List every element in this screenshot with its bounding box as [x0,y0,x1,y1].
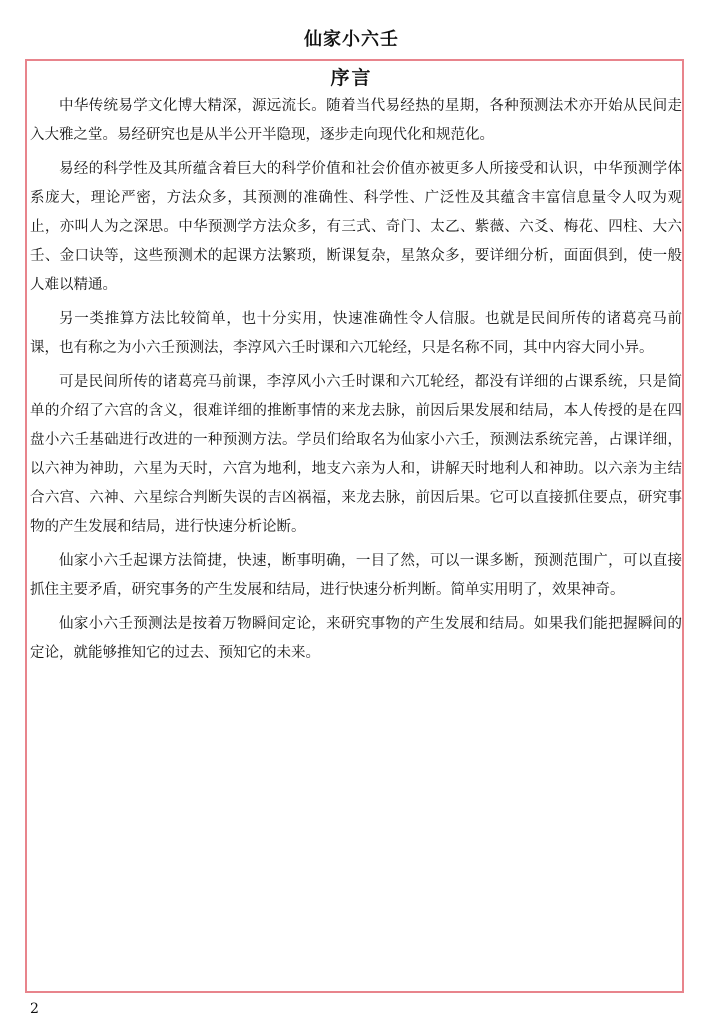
paragraph: 可是民间所传的诸葛亮马前课，李淳风小六壬时课和六兀轮经，都没有详细的占课系统，只是简单的介绍了六宫的含义，很难详细的推断事情的来龙去脉，前因后果发展和结局，本人传授的是在四盘小六壬基础进行改进的一种预测方法。学员们给取名为仙家小六壬，预测法系统完善，占课详细，以六神为神助，六星为天时，六宫为地利，地支六亲为人和，讲解天时地利人和神助。以六亲为主结合六宫、六神、六星综合判断失误的吉凶祸福，来龙去脉，前因后果。它可以直接抓住要点，研究事物的产生发展和结局，进行快速分析论断。 [30,374,682,535]
paragraph: 仙家小六壬预测法是按着万物瞬间定论，来研究事物的产生发展和结局。如果我们能把握瞬间的定论，就能够推知它的过去、预知它的未来。 [30,616,682,661]
document-header-title: 仙家小六壬 [304,29,399,50]
paragraph: 仙家小六壬起课方法简捷，快速，断事明确，一目了然，可以一课多断，预测范围广，可以直接抓住主要矛盾，研究事务的产生发展和结局，进行快速分析判断。简单实用明了，效果神奇。 [30,553,682,598]
paragraph: 中华传统易学文化博大精深，源远流长。随着当代易经热的星期，各种预测法术亦开始从民间走入大雅之堂。易经研究也是从半公开半隐现，逐步走向现代化和规范化。 [30,98,682,143]
paragraph: 易经的科学性及其所蕴含着巨大的科学价值和社会价值亦被更多人所接受和认识，中华预测学体系庞大，理论严密，方法众多，其预测的准确性、科学性、广泛性及其蕴含丰富信息量令人叹为观止，亦叫人为之深思。中华预测学方法众多，有三式、奇门、太乙、紫薇、六爻、梅花、四柱、大六壬、金口诀等，这些预测术的起课方法繁琐，断课复杂，星煞众多，要详细分析，面面俱到，使一般人难以精通。 [30,161,682,293]
paragraph: 另一类推算方法比较简单，也十分实用，快速准确性令人信服。也就是民间所传的诸葛亮马前课，也有称之为小六壬预测法，李淳风六壬时课和六兀轮经，只是名称不同，其中内容大同小异。 [30,311,682,356]
section-title: 序言 [330,67,373,89]
page-number: 2 [30,1001,39,1017]
preface-body [30,92,682,673]
